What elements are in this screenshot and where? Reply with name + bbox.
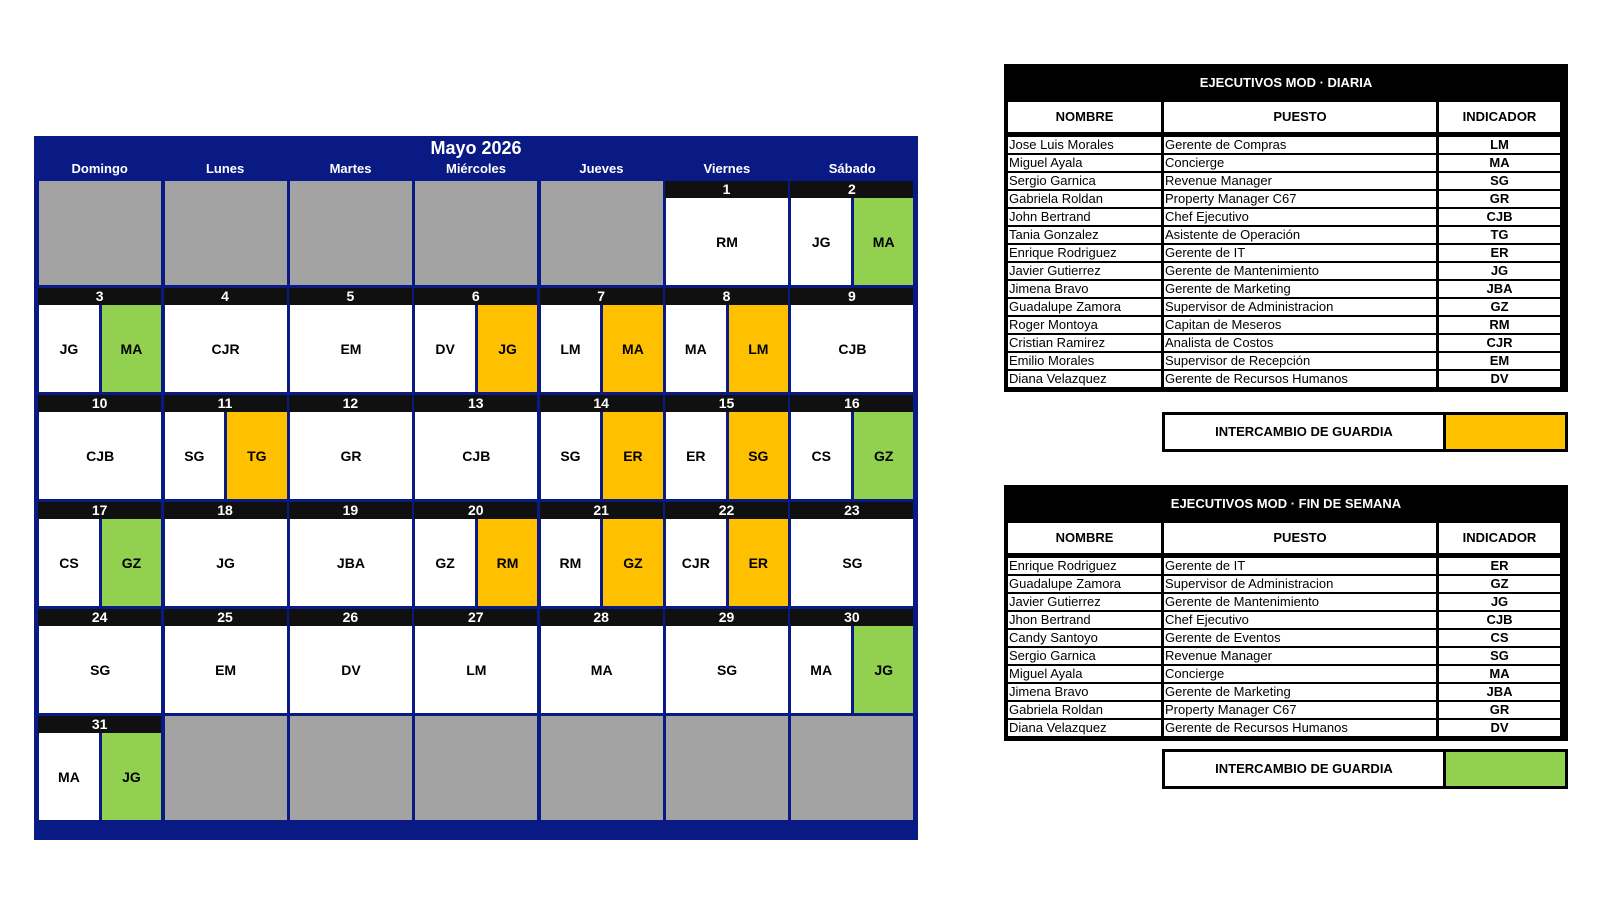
table-row (1008, 576, 1564, 592)
day-assignments (38, 305, 161, 392)
empty-day-cell (164, 716, 287, 820)
table-row (1008, 137, 1564, 153)
cell-position: Gerente de Recursos Humanos (1164, 371, 1436, 387)
swap-assignment: JG (851, 626, 914, 713)
day-cell[interactable] (164, 502, 287, 606)
cell-name: Jimena Bravo (1008, 684, 1161, 700)
cell-indicator: JG (1439, 263, 1560, 279)
table-title: EJECUTIVOS MOD · DIARIA (1199, 75, 1373, 90)
day-cell[interactable] (164, 609, 287, 713)
column-header-puesto: PUESTO (1164, 523, 1436, 553)
daily-swap-legend (1162, 412, 1568, 452)
table-row (1008, 558, 1564, 574)
day-cell[interactable] (540, 609, 663, 713)
cell-position: Concierge (1164, 155, 1436, 171)
cell-indicator: DV (1439, 720, 1560, 736)
day-cell[interactable] (790, 181, 913, 285)
day-number: 29 (665, 609, 788, 626)
cell-indicator: CJB (1439, 612, 1560, 628)
day-number: 3 (38, 288, 161, 305)
cell-indicator: CJR (1439, 335, 1560, 351)
cell-name: Diana Velazquez (1008, 720, 1161, 736)
table-row (1008, 299, 1564, 315)
assignment: LM (415, 626, 537, 713)
column-header-nombre: NOMBRE (1008, 523, 1161, 553)
swap-assignment: JG (475, 305, 538, 392)
day-cell[interactable] (665, 609, 788, 713)
cell-indicator: GR (1439, 191, 1560, 207)
day-number: 1 (665, 181, 788, 198)
assignment: GR (290, 412, 412, 499)
day-assignments (540, 519, 663, 606)
day-number: 30 (790, 609, 913, 626)
day-assignments (665, 626, 788, 713)
cell-position: Gerente de Eventos (1164, 630, 1436, 646)
day-number: 8 (665, 288, 788, 305)
day-cell[interactable] (540, 395, 663, 499)
cell-name: Miguel Ayala (1008, 666, 1161, 682)
cell-position: Asistente de Operación (1164, 227, 1436, 243)
day-assignments (414, 412, 537, 499)
day-assignments (38, 626, 161, 713)
table-row (1008, 702, 1564, 718)
day-assignments (665, 305, 788, 392)
day-assignments (414, 519, 537, 606)
cell-name: Jhon Bertrand (1008, 612, 1161, 628)
swap-assignment: SG (726, 412, 789, 499)
table-row (1008, 648, 1564, 664)
cell-position: Gerente de IT (1164, 245, 1436, 261)
day-assignments (665, 519, 788, 606)
day-number: 19 (289, 502, 412, 519)
cell-position: Gerente de Marketing (1164, 684, 1436, 700)
table-row (1008, 594, 1564, 610)
day-header: Martes (329, 161, 372, 176)
cell-position: Gerente de Recursos Humanos (1164, 720, 1436, 736)
assignment: CJR (666, 519, 726, 606)
day-cell[interactable] (790, 609, 913, 713)
cell-name: Miguel Ayala (1008, 155, 1161, 171)
day-assignments (38, 519, 161, 606)
day-cell[interactable] (665, 502, 788, 606)
day-assignments (38, 412, 161, 499)
cell-indicator: SG (1439, 173, 1560, 189)
day-cell[interactable] (38, 502, 161, 606)
day-cell[interactable] (665, 181, 788, 285)
cell-name: Guadalupe Zamora (1008, 299, 1161, 315)
day-assignments (414, 305, 537, 392)
assignment: CJR (165, 305, 287, 392)
swap-assignment: JG (99, 733, 162, 820)
empty-day-cell (289, 181, 412, 285)
day-cell[interactable] (790, 395, 913, 499)
calendar-week (37, 181, 915, 285)
day-assignments (790, 626, 913, 713)
table-row (1008, 281, 1564, 297)
assignment: SG (541, 412, 601, 499)
day-number: 27 (414, 609, 537, 626)
calendar-week (37, 288, 915, 392)
day-cell[interactable] (665, 395, 788, 499)
assignment: SG (39, 626, 161, 713)
assignment: ER (666, 412, 726, 499)
cell-position: Capitan de Meseros (1164, 317, 1436, 333)
assignment: GZ (415, 519, 475, 606)
day-assignments (540, 626, 663, 713)
legend-color-swatch (1446, 752, 1565, 786)
day-assignments (665, 412, 788, 499)
assignment: CS (791, 412, 851, 499)
calendar-week (37, 502, 915, 606)
day-number: 24 (38, 609, 161, 626)
cell-indicator: JG (1439, 594, 1560, 610)
cell-position: Chef Ejecutivo (1164, 209, 1436, 225)
assignment: MA (791, 626, 851, 713)
day-number: 12 (289, 395, 412, 412)
cell-position: Supervisor de Recepción (1164, 353, 1436, 369)
cell-position: Concierge (1164, 666, 1436, 682)
day-cell[interactable] (414, 288, 537, 392)
assignment: JG (39, 305, 99, 392)
cell-name: Roger Montoya (1008, 317, 1161, 333)
day-assignments (790, 519, 913, 606)
day-assignments (289, 519, 412, 606)
day-number: 20 (414, 502, 537, 519)
swap-assignment: ER (726, 519, 789, 606)
day-number: 7 (540, 288, 663, 305)
empty-day-cell (38, 181, 161, 285)
swap-assignment: GZ (600, 519, 663, 606)
cell-name: Sergio Garnica (1008, 173, 1161, 189)
day-assignments (414, 626, 537, 713)
day-number: 5 (289, 288, 412, 305)
empty-day-fill (164, 716, 287, 820)
cell-name: Diana Velazquez (1008, 371, 1161, 387)
day-cell[interactable] (289, 609, 412, 713)
swap-assignment: ER (600, 412, 663, 499)
day-cell[interactable] (289, 395, 412, 499)
day-number: 6 (414, 288, 537, 305)
cell-indicator: GZ (1439, 299, 1560, 315)
cell-position: Revenue Manager (1164, 173, 1436, 189)
day-number: 2 (790, 181, 913, 198)
day-assignments (289, 305, 412, 392)
empty-day-cell (790, 716, 913, 820)
day-cell[interactable] (540, 288, 663, 392)
table-row (1008, 353, 1564, 369)
cell-indicator: LM (1439, 137, 1560, 153)
column-header-indicador: INDICADOR (1439, 523, 1560, 553)
day-assignments (790, 198, 913, 285)
day-number: 26 (289, 609, 412, 626)
day-number: 16 (790, 395, 913, 412)
empty-day-cell (414, 181, 537, 285)
cell-position: Revenue Manager (1164, 648, 1436, 664)
day-cell[interactable] (414, 502, 537, 606)
swap-assignment: RM (475, 519, 538, 606)
assignment: CJB (791, 305, 913, 392)
day-number: 15 (665, 395, 788, 412)
cell-name: Guadalupe Zamora (1008, 576, 1161, 592)
cell-name: Gabriela Roldan (1008, 702, 1161, 718)
day-header: Sábado (828, 161, 876, 176)
table-body (1004, 553, 1568, 741)
cell-name: Sergio Garnica (1008, 648, 1161, 664)
day-assignments (164, 519, 287, 606)
cell-name: Emilio Morales (1008, 353, 1161, 369)
empty-day-fill (414, 181, 537, 285)
day-number: 31 (38, 716, 161, 733)
day-header: Domingo (71, 161, 128, 176)
table-row (1008, 666, 1564, 682)
cell-name: Enrique Rodriguez (1008, 558, 1161, 574)
day-assignments (164, 305, 287, 392)
day-cell[interactable] (289, 288, 412, 392)
day-number: 28 (540, 609, 663, 626)
table-row (1008, 630, 1564, 646)
calendar (34, 136, 918, 840)
day-cell[interactable] (38, 716, 161, 820)
assignment: JG (791, 198, 851, 285)
cell-indicator: ER (1439, 558, 1560, 574)
assignment: CJB (39, 412, 161, 499)
empty-day-fill (289, 716, 412, 820)
day-cell[interactable] (665, 288, 788, 392)
empty-day-fill (164, 181, 287, 285)
day-header: Lunes (205, 161, 245, 176)
assignment: SG (791, 519, 913, 606)
legend-label: INTERCAMBIO DE GUARDIA (1165, 752, 1443, 786)
column-header-nombre: NOMBRE (1008, 102, 1161, 132)
cell-indicator: RM (1439, 317, 1560, 333)
assignment: DV (415, 305, 475, 392)
assignment: LM (541, 305, 601, 392)
day-cell[interactable] (540, 502, 663, 606)
table-title: EJECUTIVOS MOD · FIN DE SEMANA (1170, 496, 1402, 511)
day-number: 18 (164, 502, 287, 519)
cell-position: Chef Ejecutivo (1164, 612, 1436, 628)
swap-assignment: LM (726, 305, 789, 392)
cell-indicator: MA (1439, 155, 1560, 171)
assignment: CS (39, 519, 99, 606)
day-header: Jueves (579, 161, 624, 176)
cell-indicator: GZ (1439, 576, 1560, 592)
cell-position: Gerente de Mantenimiento (1164, 594, 1436, 610)
day-number: 22 (665, 502, 788, 519)
empty-day-cell (164, 181, 287, 285)
swap-assignment: GZ (851, 412, 914, 499)
cell-name: Jose Luis Morales (1008, 137, 1161, 153)
cell-indicator: MA (1439, 666, 1560, 682)
empty-day-cell (414, 716, 537, 820)
assignment: DV (290, 626, 412, 713)
assignment: MA (666, 305, 726, 392)
calendar-week (37, 716, 915, 820)
assignment: SG (666, 626, 788, 713)
cell-name: Jimena Bravo (1008, 281, 1161, 297)
column-header-puesto: PUESTO (1164, 102, 1436, 132)
day-assignments (289, 412, 412, 499)
cell-position: Supervisor de Administracion (1164, 576, 1436, 592)
legend-label: INTERCAMBIO DE GUARDIA (1165, 415, 1443, 449)
cell-indicator: TG (1439, 227, 1560, 243)
assignment: SG (165, 412, 225, 499)
empty-day-cell (289, 716, 412, 820)
cell-name: Candy Santoyo (1008, 630, 1161, 646)
table-row (1008, 155, 1564, 171)
day-number: 23 (790, 502, 913, 519)
cell-position: Property Manager C67 (1164, 191, 1436, 207)
day-assignments (665, 198, 788, 285)
table-header-row (1004, 102, 1568, 132)
weekend-swap-legend (1162, 749, 1568, 789)
empty-day-cell (540, 181, 663, 285)
table-row (1008, 245, 1564, 261)
day-cell[interactable] (790, 288, 913, 392)
day-number: 17 (38, 502, 161, 519)
cell-position: Supervisor de Administracion (1164, 299, 1436, 315)
day-assignments (164, 412, 287, 499)
cell-name: Javier Gutierrez (1008, 594, 1161, 610)
table-row (1008, 371, 1564, 387)
assignment: CJB (415, 412, 537, 499)
assignment: EM (165, 626, 287, 713)
cell-name: Javier Gutierrez (1008, 263, 1161, 279)
day-number: 4 (164, 288, 287, 305)
empty-day-fill (289, 181, 412, 285)
day-cell[interactable] (414, 609, 537, 713)
day-assignments (540, 412, 663, 499)
assignment: RM (666, 198, 788, 285)
empty-day-cell (540, 716, 663, 820)
day-number: 13 (414, 395, 537, 412)
table-row (1008, 191, 1564, 207)
cell-position: Gerente de Compras (1164, 137, 1436, 153)
day-number: 11 (164, 395, 287, 412)
day-cell[interactable] (289, 502, 412, 606)
cell-position: Gerente de Marketing (1164, 281, 1436, 297)
cell-name: Tania Gonzalez (1008, 227, 1161, 243)
table-row (1008, 209, 1564, 225)
table-row (1008, 173, 1564, 189)
cell-indicator: ER (1439, 245, 1560, 261)
swap-assignment: MA (99, 305, 162, 392)
day-number: 9 (790, 288, 913, 305)
calendar-week (37, 609, 915, 713)
empty-day-cell (665, 716, 788, 820)
empty-day-fill (38, 181, 161, 285)
day-number: 25 (164, 609, 287, 626)
empty-day-fill (414, 716, 537, 820)
table-row (1008, 263, 1564, 279)
day-header: Viernes (703, 161, 751, 176)
assignment: RM (541, 519, 601, 606)
cell-position: Gerente de IT (1164, 558, 1436, 574)
day-cell[interactable] (164, 395, 287, 499)
day-headers (37, 160, 915, 178)
table-row (1008, 720, 1564, 736)
day-header: Miércoles (445, 161, 506, 176)
table-row (1008, 227, 1564, 243)
legend-color-swatch (1446, 415, 1565, 449)
cell-indicator: DV (1439, 371, 1560, 387)
calendar-week (37, 395, 915, 499)
day-cell[interactable] (38, 288, 161, 392)
empty-day-fill (540, 181, 663, 285)
empty-day-fill (540, 716, 663, 820)
cell-position: Gerente de Mantenimiento (1164, 263, 1436, 279)
day-assignments (164, 626, 287, 713)
day-number: 14 (540, 395, 663, 412)
cell-indicator: SG (1439, 648, 1560, 664)
day-cell[interactable] (414, 395, 537, 499)
table-body (1004, 132, 1568, 392)
assignment: EM (290, 305, 412, 392)
assignment: JG (165, 519, 287, 606)
assignment: JBA (290, 519, 412, 606)
daily-executives-table (1004, 64, 1568, 392)
assignment: MA (541, 626, 663, 713)
day-cell[interactable] (38, 395, 161, 499)
cell-indicator: GR (1439, 702, 1560, 718)
day-cell[interactable] (164, 288, 287, 392)
calendar-grid (37, 181, 915, 823)
cell-indicator: CS (1439, 630, 1560, 646)
table-row (1008, 317, 1564, 333)
day-assignments (38, 733, 161, 820)
table-row (1008, 612, 1564, 628)
assignment: MA (39, 733, 99, 820)
day-assignments (790, 412, 913, 499)
day-assignments (790, 305, 913, 392)
cell-position: Property Manager C67 (1164, 702, 1436, 718)
cell-position: Analista de Costos (1164, 335, 1436, 351)
table-header-row (1004, 523, 1568, 553)
cell-name: Cristian Ramirez (1008, 335, 1161, 351)
swap-assignment: TG (224, 412, 287, 499)
cell-name: John Bertrand (1008, 209, 1161, 225)
table-row (1008, 335, 1564, 351)
empty-day-fill (790, 716, 913, 820)
day-cell[interactable] (38, 609, 161, 713)
day-number: 21 (540, 502, 663, 519)
day-assignments (540, 305, 663, 392)
table-row (1008, 684, 1564, 700)
cell-indicator: JBA (1439, 684, 1560, 700)
day-assignments (289, 626, 412, 713)
swap-assignment: MA (851, 198, 914, 285)
cell-indicator: JBA (1439, 281, 1560, 297)
swap-assignment: GZ (99, 519, 162, 606)
day-cell[interactable] (790, 502, 913, 606)
cell-name: Gabriela Roldan (1008, 191, 1161, 207)
day-number: 10 (38, 395, 161, 412)
cell-indicator: EM (1439, 353, 1560, 369)
cell-indicator: CJB (1439, 209, 1560, 225)
column-header-indicador: INDICADOR (1439, 102, 1560, 132)
cell-name: Enrique Rodriguez (1008, 245, 1161, 261)
weekend-executives-table (1004, 485, 1568, 741)
empty-day-fill (665, 716, 788, 820)
swap-assignment: MA (600, 305, 663, 392)
calendar-title: Mayo 2026 (430, 138, 522, 158)
